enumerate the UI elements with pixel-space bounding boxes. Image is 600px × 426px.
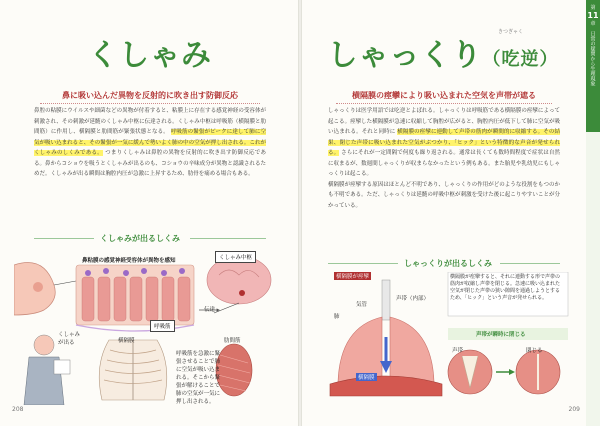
body-text-sneeze — [34, 106, 266, 180]
body-text-hiccup — [328, 106, 560, 211]
hiccup-title-paren: （吃逆） — [482, 49, 559, 70]
page-title-hiccup — [300, 30, 586, 74]
paragraph-2: つまりくしゃみは鼻腔の異物を反射的に吹き出す防御反応である。鼻からコショウを吸うとくしゃみが出るのも、コショウの辛味成分が異物と認識されるためだ。くしゃみが出る瞬間は胸腔内圧が急激に上昇するため、肋骨を痛める場合もある。 — [34, 150, 266, 177]
page-title-sneeze: くしゃみ — [88, 38, 212, 73]
subtitle-hiccup: 横隔膜の痙攣により吸い込まれた空気を声帯が遮る — [336, 90, 552, 104]
chapter-title: 日常の疑問から生理現象 — [589, 31, 596, 86]
label-person: くしゃみが出る — [58, 332, 81, 346]
chapter-suffix: 章 — [590, 21, 596, 27]
label-sneeze-center: くしゃみ中枢 — [215, 251, 256, 263]
label-trachea: 気管 — [356, 302, 368, 308]
highlighted-text: 横隔膜の痙攣に連動して声帯の筋肉が瞬間的に収縮する。その結果、閉じた声帯に吸い込まれた空気がぶつかり、「ヒック」という特徴的な声音が発せられる。 — [328, 129, 560, 156]
page-number-left: 208 — [12, 406, 24, 413]
paragraph-3: 横隔膜が痙攣する原因はほとんど不明であり、しゃっくりの作用がどのような役割をもつのかも不明である。ただ、しゃっくりは延髄の呼吸中枢が刺激を受けた後に起こりやすいことが分かっている。 — [328, 181, 560, 209]
paragraph-1: 鼻腔の粘膜にウイルスや細菌などの異物が付着すると、粘膜上に存在する感覚神経の受容体が刺激され、その刺激が延髄のくしゃみ中枢に伝達される。くしゃみ中枢は呼吸筋（横隔膜と肋間筋）に作用し、横隔膜と肋間筋が緊張状態となる。 — [34, 108, 266, 135]
side-margin — [586, 132, 600, 426]
label-diaphragm-right: 横隔膜 — [358, 375, 375, 381]
right-page — [300, 0, 600, 426]
subtitle-sneeze: 鼻に吸い込んだ異物を反射的に吹き出す防御反応 — [40, 90, 260, 104]
label-closed: 閉じる — [526, 348, 543, 354]
label-lung: 肺 — [334, 314, 340, 320]
label-vocal: 声帯 — [452, 348, 464, 354]
caption-muscle: 呼吸筋を急激に緊張させることで肺に空気が吸い込まれる。そこから緊張が解けることで肺の空気が一気に押し出される。 — [176, 351, 221, 405]
highlighted-text: 呼吸筋の緊張がピークに達して肺に空気が吸い込まれると、その緊張が一気に緩んで勢いよく肺の中の空気が押し出される。これがくしゃみのしくみである。 — [34, 129, 266, 156]
label-vocal-inner: 声帯（内部） — [396, 296, 430, 302]
divider — [190, 238, 266, 239]
figure-title-sneeze: くしゃみが出るしくみ — [100, 234, 180, 243]
label-transmit: 伝達 — [204, 307, 216, 313]
chapter-tab — [586, 0, 600, 132]
label-intercostal: 肋間筋 — [224, 338, 241, 344]
label-receptor: 鼻粘膜の感覚神経受容体が異物を感知 — [82, 258, 176, 264]
chapter-label: 第 — [590, 5, 596, 11]
chapter-number: 11 — [587, 11, 599, 20]
divider — [328, 263, 398, 264]
divider — [500, 263, 560, 264]
label-spasm: 横隔膜が痙攣 — [336, 274, 370, 280]
paragraph-2: さらにそれが一定間隔で何度も繰り返される。通常は長くても数時間程度で症状は自然に収まるが、数週間しゃっくりが収まらなかったという例もある。また胎児や乳幼児にもしゃっくりは起こる。 — [328, 150, 560, 177]
label-respiratory: 呼吸筋 — [150, 320, 175, 332]
figure-title-hiccup: しゃっくりが出るしくみ — [404, 259, 492, 268]
label-vocal-closed: 声帯が瞬時に閉じる — [476, 332, 526, 338]
divider — [34, 238, 94, 239]
caption-explanation: 横隔膜が痙攣すると、それに連動する形で声帯の筋肉が収縮し声帯を閉じる。急速に吸い込まれた空気が閉じた声帯の狭い隙間を通過しようとするため、「ヒック」という声音が発せられる。 — [450, 274, 561, 301]
label-diaphragm: 横隔膜 — [118, 338, 135, 344]
page-number-right: 209 — [568, 406, 580, 413]
sneeze-illustration — [14, 245, 284, 405]
ruby-text: きつぎゃく — [498, 29, 524, 35]
hiccup-title-main: しゃっくり — [327, 38, 483, 73]
paragraph-1: しゃっくりは医学用語では吃逆とよばれる。しゃっくりは呼吸筋である横隔膜の痙攣によって起こる。痙攣した横隔膜が急速に収縮して胸腔が広がると、胸腔内圧が低下して肺に空気が吸い込まれる。それと同時に — [328, 108, 560, 135]
